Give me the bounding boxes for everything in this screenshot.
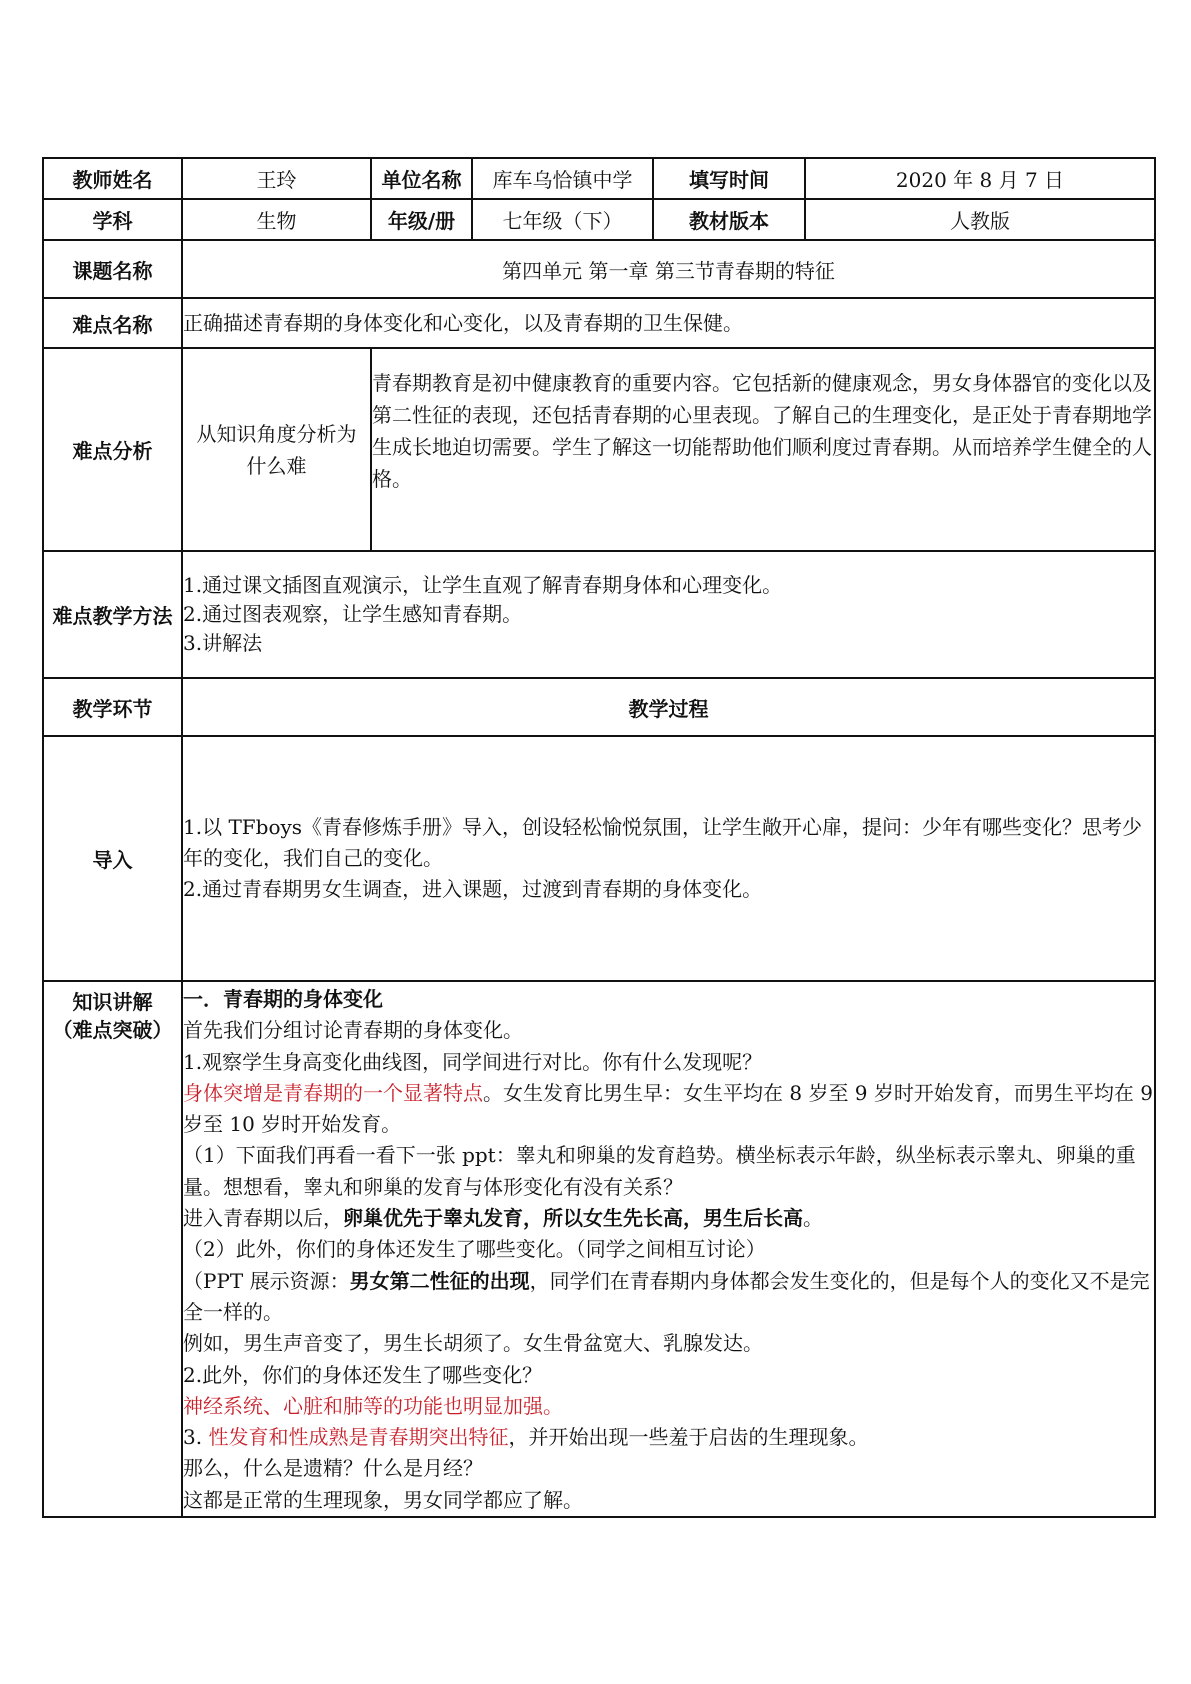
subject-value: 生物: [182, 199, 371, 240]
method-item-2: 2.通过图表观察，让学生感知青春期。: [183, 602, 523, 626]
method-list: [182, 551, 1155, 678]
date-value: 2020 年 8 月 7 日: [805, 158, 1155, 199]
knowledge-line-11-rest: ，并开始出现一些羞于启齿的生理现象。: [508, 1425, 869, 1450]
knowledge-line-3-rest: 。女生发育比男生早：女生平均在 8 岁至 9 岁时开始发育，而男生平均在 9 岁至 10 岁时开始发育。: [183, 1080, 1153, 1137]
highlight-growth: 身体突增是青春期的一个显著特点: [183, 1080, 483, 1105]
edition-label: 教材版本: [653, 199, 805, 240]
knowledge-line-8: 例如，男生声音变了，男生长胡须了。女生骨盆宽大、乳腺发达。: [183, 1331, 763, 1356]
knowledge-label: [43, 981, 182, 1517]
knowledge-line-6: （2）此外，你们的身体还发生了哪些变化。（同学之间相互讨论）: [183, 1237, 766, 1262]
analysis-text-cell: [371, 348, 1155, 551]
difficulty-row: [43, 298, 1155, 348]
intro-row: [43, 736, 1155, 981]
intro-item-1: 1.以 TFboys《青春修炼手册》导入，创设轻松愉悦氛围，让学生敞开心扉，提问：少年有哪些变化？思考少年的变化，我们自己的变化。: [183, 815, 1143, 870]
difficulty-value: [182, 298, 1155, 348]
knowledge-line-7-pre: （PPT 展示资源：: [183, 1268, 350, 1293]
knowledge-line-10: 神经系统、心脏和肺等的功能也明显加强。: [183, 1393, 563, 1418]
analysis-label: 难点分析: [43, 348, 182, 551]
knowledge-line-4: （1）下面我们再看一看下一张 ppt：睾丸和卵巢的发育趋势。横坐标表示年龄，纵坐标表示睾丸、卵巢的重量。想想看，睾丸和卵巢的发育与体形变化有没有关系？: [183, 1143, 1136, 1199]
analysis-row: [43, 348, 1155, 551]
method-row: [43, 551, 1155, 678]
knowledge-line-11: [183, 1422, 1154, 1453]
knowledge-line-1: 首先我们分组讨论青春期的身体变化。: [183, 1018, 523, 1043]
knowledge-line-5-pre: 进入青春期以后，: [183, 1206, 343, 1231]
difficulty-text: 正确描述青春期的身体变化和心变化，以及青春期的卫生保健。: [183, 311, 743, 335]
knowledge-heading: 一．青春期的身体变化: [183, 987, 383, 1011]
knowledge-line-9: 2.此外，你们的身体还发生了哪些变化？: [183, 1362, 543, 1387]
knowledge-line-7: [183, 1266, 1154, 1329]
info-row-1: [43, 158, 1155, 199]
unit-value: 库车乌恰镇中学: [472, 158, 653, 199]
teacher-value: 王玲: [182, 158, 371, 199]
teacher-label: 教师姓名: [43, 158, 182, 199]
grade-value: 七年级（下）: [472, 199, 653, 240]
knowledge-line-5-end: 。: [803, 1206, 823, 1231]
intro-item-2: 2.通过青春期男女生调查，进入课题，过渡到青春期的身体变化。: [183, 877, 763, 901]
topic-row: [43, 240, 1155, 298]
lesson-plan-table: [42, 157, 1156, 1518]
process-label: 教学过程: [182, 678, 1155, 736]
date-label: 填写时间: [653, 158, 805, 199]
grade-label: 年级/册: [371, 199, 472, 240]
knowledge-label-2: （难点突破）: [52, 1018, 173, 1042]
knowledge-line-5: [183, 1203, 1154, 1234]
analysis-angle: 从知识角度分析为什么难: [182, 348, 371, 551]
highlight-sexual-maturity: 性发育和性成熟是青春期突出特征: [208, 1425, 509, 1450]
knowledge-line-12: 那么，什么是遗精？什么是月经？: [183, 1456, 483, 1481]
topic-value: 第四单元 第一章 第三节青春期的特征: [182, 240, 1155, 298]
intro-list: [182, 736, 1155, 981]
knowledge-line-13: 这都是正常的生理现象，男女同学都应了解。: [183, 1487, 583, 1512]
knowledge-line-2: 1.观察学生身高变化曲线图，同学间进行对比。你有什么发现呢？: [183, 1049, 763, 1074]
highlight-second-traits: 男女第二性征的出现: [349, 1268, 530, 1293]
knowledge-line-3: [183, 1078, 1154, 1141]
knowledge-line-7-rest: ，同学们在青春期内身体都会发生变化的，但是每个人的变化又不是完全一样的。: [183, 1268, 1150, 1324]
knowledge-label-1: 知识讲解: [72, 990, 153, 1014]
knowledge-line-11-num: 3.: [183, 1425, 209, 1450]
info-row-2: [43, 199, 1155, 240]
knowledge-content: [182, 981, 1155, 1517]
process-header-row: [43, 678, 1155, 736]
method-item-3: 3.讲解法: [183, 631, 263, 655]
difficulty-label: 难点名称: [43, 298, 182, 348]
intro-label: 导入: [43, 736, 182, 981]
analysis-text: 青春期教育是初中健康教育的重要内容。它包括新的健康观念，男女身体器官的变化以及第二性征的表现，还包括青春期的心里表现。了解自己的生理变化，是正处于青春期地学生成长地迫切需要。学生了解这一切能帮助他们顺利度过青春期。从而培养学生健全的人格。: [372, 371, 1152, 491]
knowledge-row: [43, 981, 1155, 1517]
highlight-ovary: 卵巢优先于睾丸发育，所以女生先长高，男生后长高: [343, 1206, 803, 1231]
method-item-1: 1.通过课文插图直观演示，让学生直观了解青春期身体和心理变化。: [183, 573, 783, 597]
process-stage-label: 教学环节: [43, 678, 182, 736]
method-label: 难点教学方法: [43, 551, 182, 678]
unit-label: 单位名称: [371, 158, 472, 199]
topic-label: 课题名称: [43, 240, 182, 298]
subject-label: 学科: [43, 199, 182, 240]
edition-value: 人教版: [805, 199, 1155, 240]
